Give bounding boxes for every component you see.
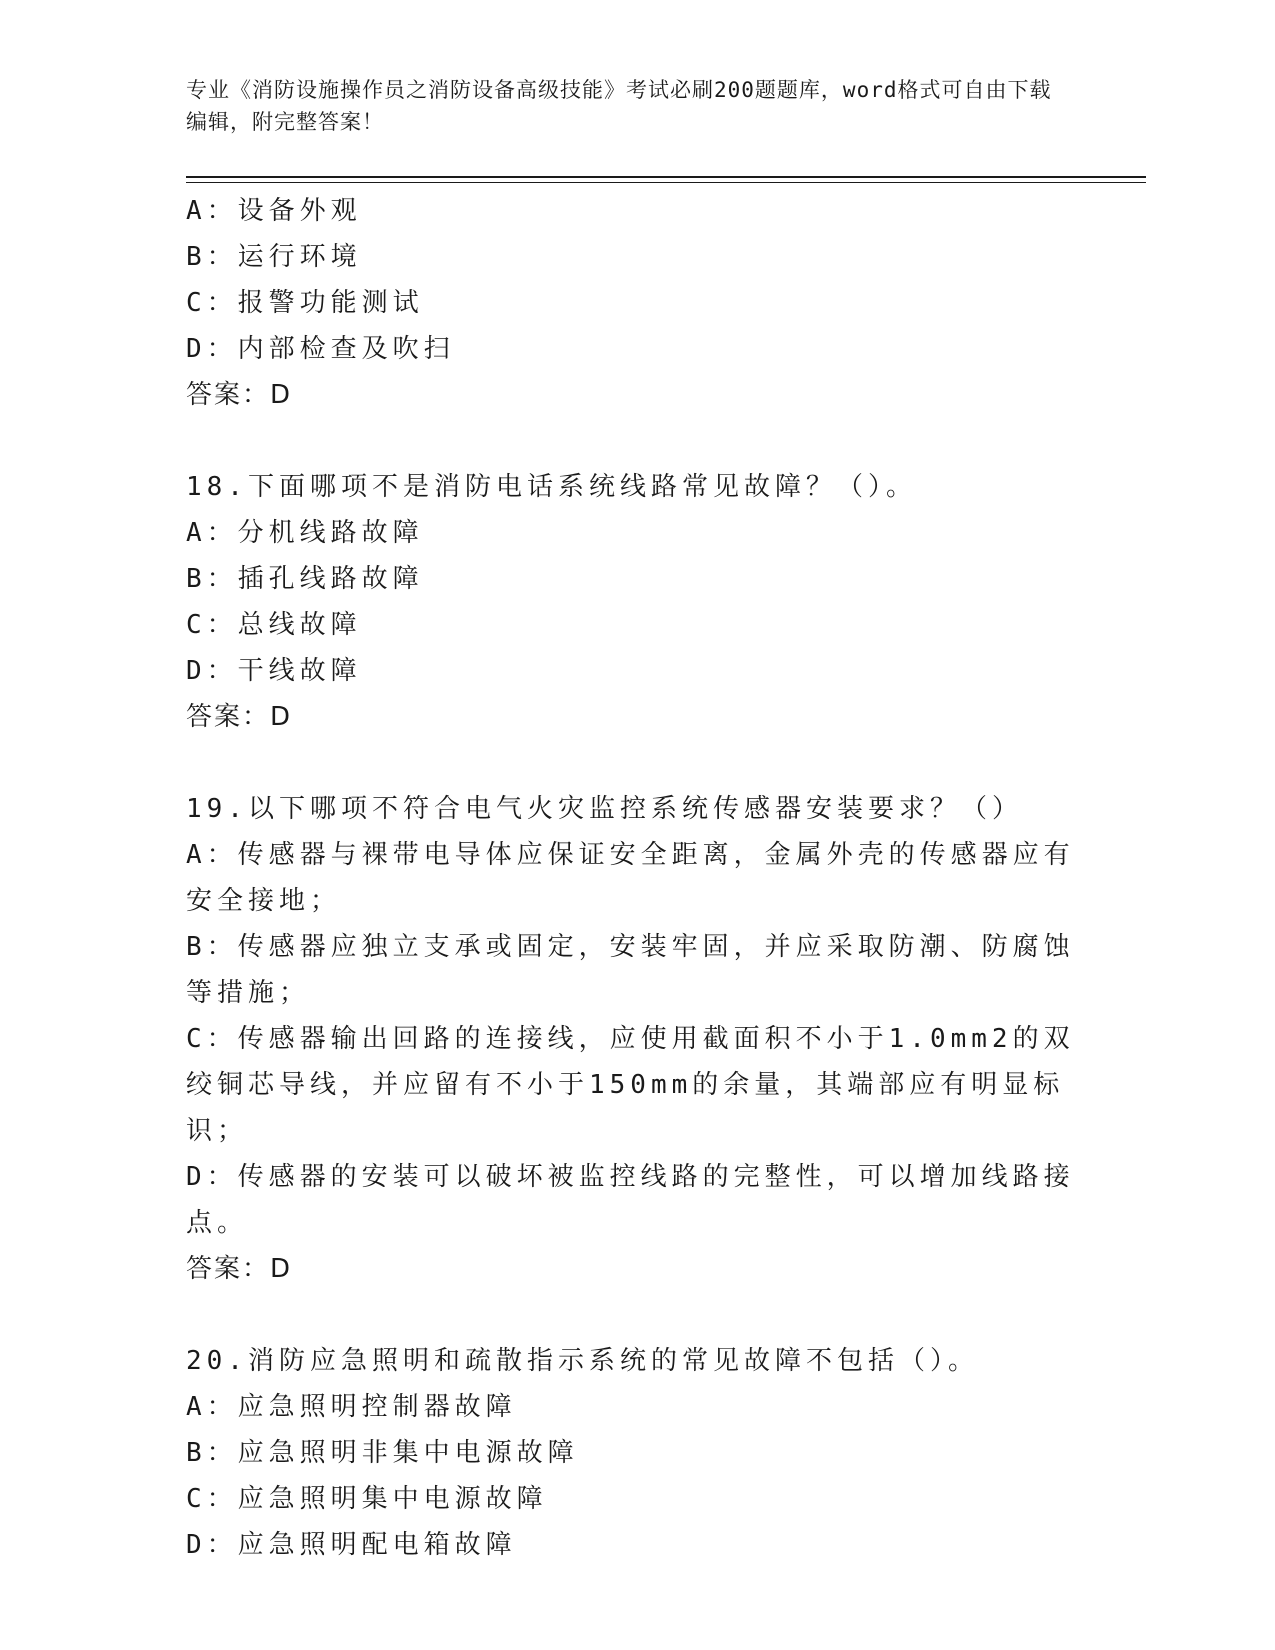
- answer: 答案：D: [186, 702, 293, 732]
- option-c: C：总线故障: [186, 610, 362, 640]
- option-c: C：应急照明集中电源故障: [186, 1484, 548, 1514]
- question-content: [186, 188, 1076, 1568]
- question-text: 18.下面哪项不是消防电话系统线路常见故障？（）。: [186, 472, 917, 502]
- header-rule-thick: [186, 176, 1146, 178]
- document-header: 专业《消防设施操作员之消防设备高级技能》考试必刷200题题库，word格式可自由下载编辑，附完整答案！: [186, 78, 1052, 134]
- answer: 答案：D: [186, 1254, 293, 1284]
- answer: 答案：D: [186, 380, 293, 410]
- question-text: 20.消防应急照明和疏散指示系统的常见故障不包括（）。: [186, 1346, 979, 1376]
- option-b: B：应急照明非集中电源故障: [186, 1438, 579, 1468]
- question-text: 19.以下哪项不符合电气火灾监控系统传感器安装要求？（）: [186, 794, 1023, 824]
- option-d: D：传感器的安装可以破坏被监控线路的完整性，可以增加线路接点。: [186, 1162, 1075, 1238]
- option-a: A：传感器与裸带电导体应保证安全距离，金属外壳的传感器应有安全接地；: [186, 840, 1075, 916]
- option-b: B：插孔线路故障: [186, 564, 424, 594]
- option-d: D：应急照明配电箱故障: [186, 1530, 517, 1560]
- option-b: B：运行环境: [186, 242, 362, 272]
- question-18-block: [186, 464, 1076, 740]
- option-d: D：干线故障: [186, 656, 362, 686]
- header-rule-thin: [186, 182, 1146, 183]
- option-a: A：设备外观: [186, 196, 362, 226]
- question-19-block: [186, 786, 1076, 1292]
- option-c: C：报警功能测试: [186, 288, 424, 318]
- question-17-block: [186, 188, 1076, 418]
- question-20-block: [186, 1338, 1076, 1568]
- option-d: D：内部检查及吹扫: [186, 334, 455, 364]
- option-a: A：分机线路故障: [186, 518, 424, 548]
- option-b: B：传感器应独立支承或固定，安装牢固，并应采取防潮、防腐蚀等措施；: [186, 932, 1075, 1008]
- option-c: C：传感器输出回路的连接线，应使用截面积不小于1.0mm2的双绞铜芯导线，并应留有不小于150mm的余量，其端部应有明显标识；: [186, 1024, 1075, 1146]
- option-a: A：应急照明控制器故障: [186, 1392, 517, 1422]
